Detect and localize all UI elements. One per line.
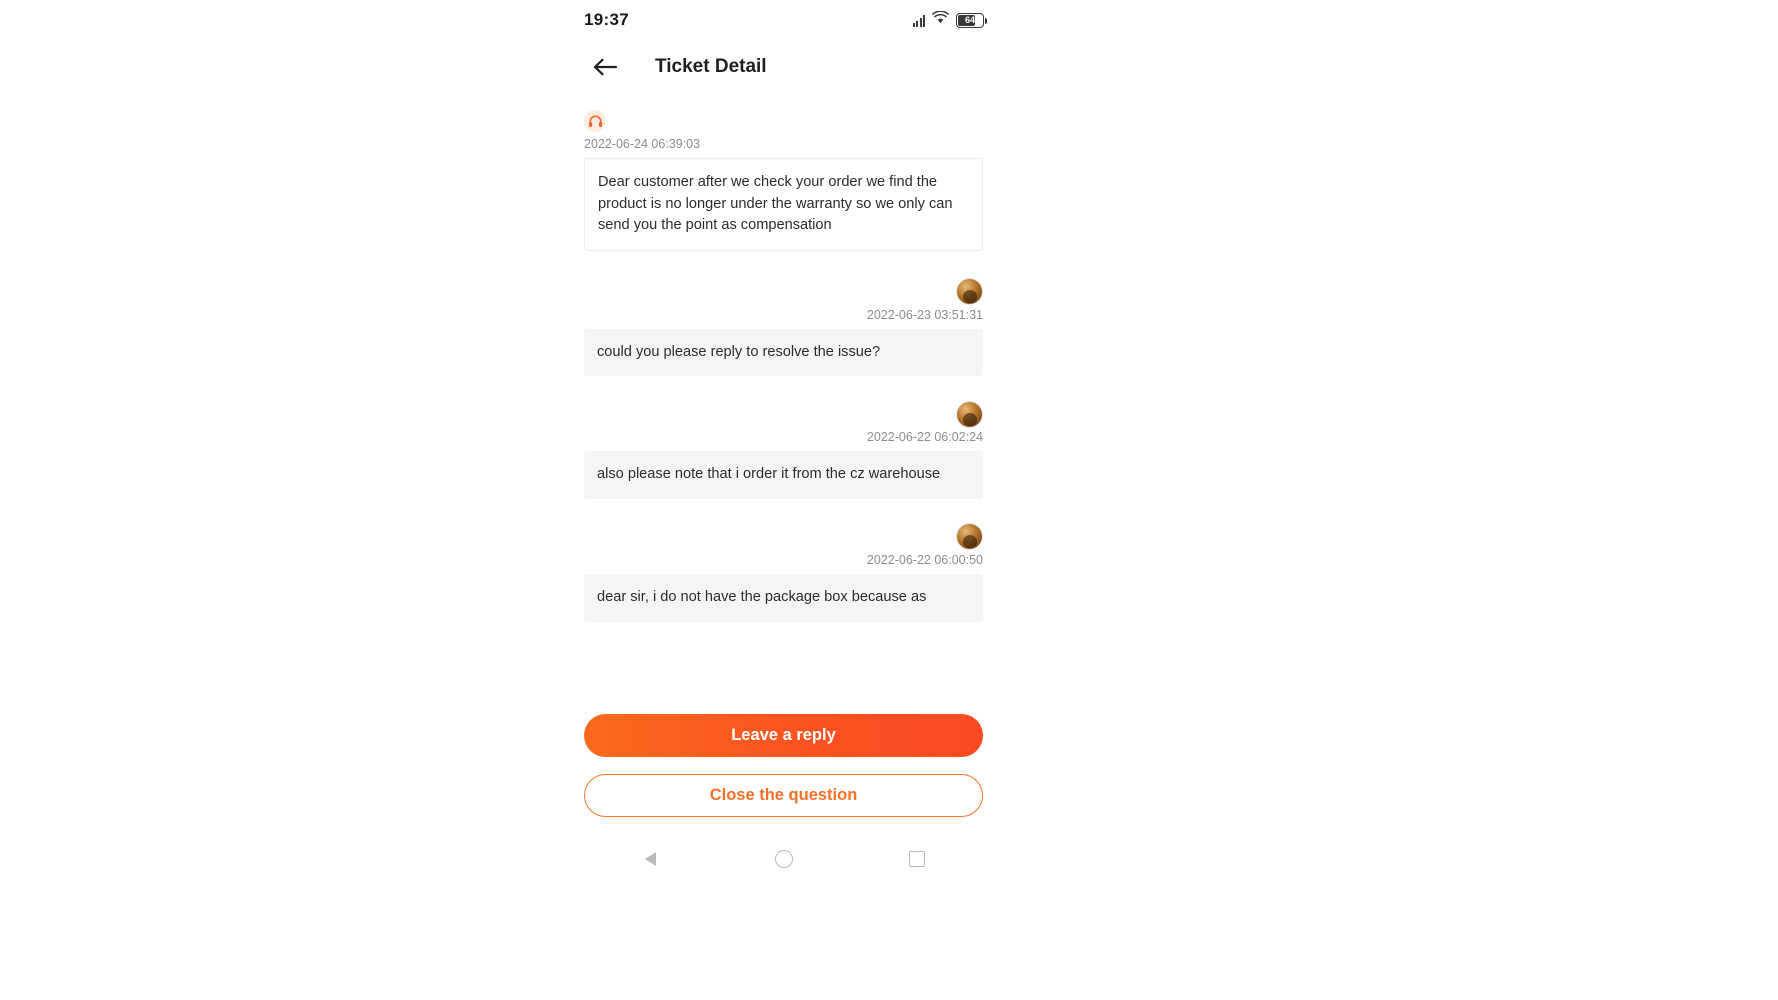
user-avatar bbox=[956, 401, 983, 428]
status-time: 19:37 bbox=[584, 10, 629, 29]
status-bar bbox=[584, 0, 984, 40]
ticket-conversation-list[interactable] bbox=[584, 108, 983, 693]
status-icons bbox=[913, 11, 985, 29]
message-timestamp: 2022-06-22 06:02:24 bbox=[866, 430, 983, 445]
user-avatar bbox=[956, 278, 983, 305]
page-header bbox=[584, 42, 984, 92]
close-the-question-button[interactable]: Close the question bbox=[584, 774, 983, 817]
battery-icon bbox=[956, 13, 984, 28]
message-bubble: dear sir, i do not have the package box because as bbox=[584, 574, 983, 622]
action-button-group bbox=[584, 714, 983, 817]
message-header bbox=[584, 108, 983, 134]
nav-home-icon[interactable] bbox=[764, 839, 804, 879]
headset-support-icon bbox=[584, 110, 606, 132]
wifi-icon bbox=[932, 11, 949, 29]
nav-recents-icon[interactable] bbox=[897, 839, 937, 879]
message-bubble: also please note that i order it from the cz warehouse bbox=[584, 451, 983, 499]
message-timestamp: 2022-06-22 06:00:50 bbox=[866, 552, 983, 567]
message-timestamp: 2022-06-24 06:39:03 bbox=[584, 137, 701, 151]
battery-level: 64 bbox=[964, 14, 975, 25]
message-bubble: could you please reply to resolve the issue? bbox=[584, 329, 983, 377]
cellular-signal-icon bbox=[913, 14, 926, 27]
user-avatar bbox=[956, 523, 983, 550]
back-arrow-icon[interactable] bbox=[584, 46, 626, 88]
message-header bbox=[584, 524, 983, 550]
message-item bbox=[584, 108, 983, 251]
page-title: Ticket Detail bbox=[655, 56, 767, 77]
system-nav-bar bbox=[584, 836, 983, 882]
message-timestamp: 2022-06-23 03:51:31 bbox=[866, 307, 983, 322]
message-item bbox=[584, 401, 983, 499]
nav-back-icon[interactable] bbox=[631, 839, 671, 879]
leave-a-reply-button[interactable]: Leave a reply bbox=[584, 714, 983, 757]
message-header bbox=[584, 401, 983, 427]
message-bubble: Dear customer after we check your order we find the product is no longer under the warranty so we only can send you the point as compensation bbox=[584, 158, 983, 251]
message-item bbox=[584, 524, 983, 622]
message-item bbox=[584, 279, 983, 377]
message-header bbox=[584, 279, 983, 305]
